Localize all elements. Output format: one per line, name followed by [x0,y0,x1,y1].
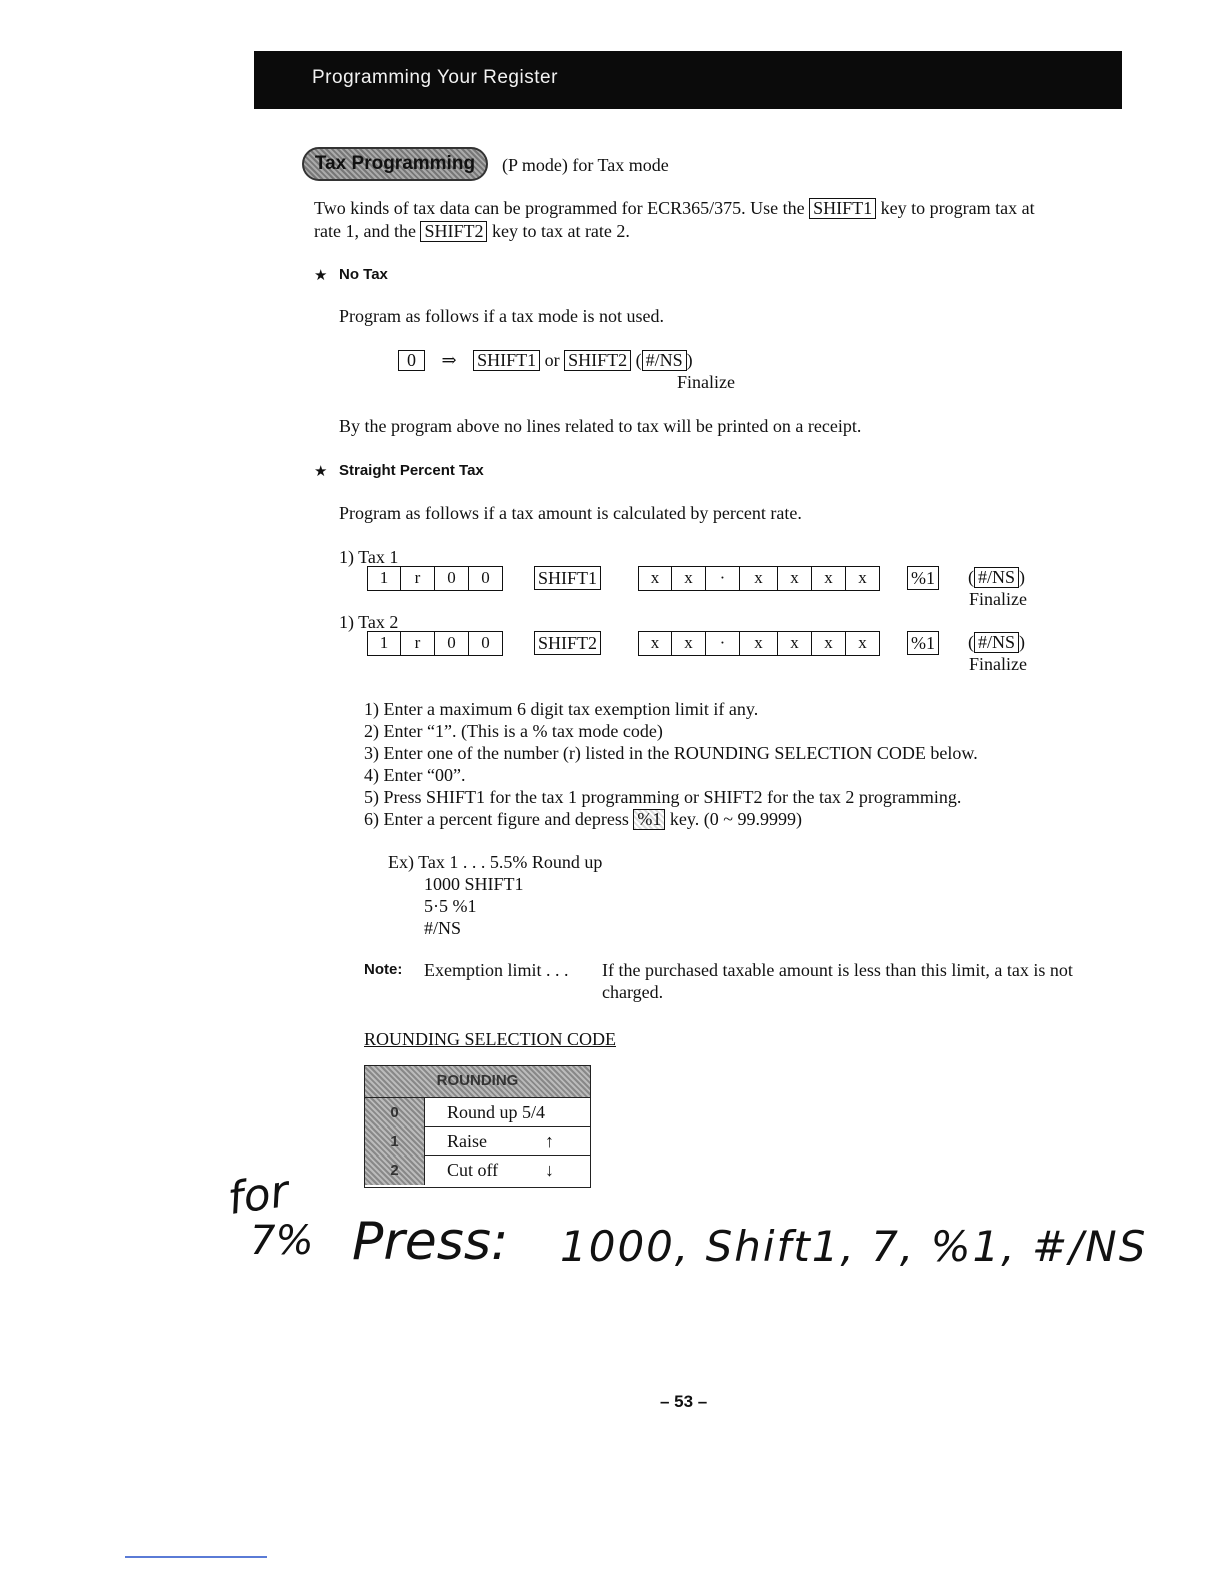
note-label: Note: [364,961,403,978]
section-badge-tax-programming: Tax Programming [302,147,488,181]
rounding-title: ROUNDING SELECTION CODE [364,1029,616,1049]
finalize-label: Finalize [969,589,1027,609]
shift2-key: SHIFT2 [564,350,631,371]
shift2-key: SHIFT2 [534,631,601,655]
rate-cell: x [812,631,846,656]
code-cell: 0 [469,631,503,656]
rounding-code: 2 [365,1156,425,1185]
step-item: 5) Press SHIFT1 for the tax 1 programming or SHIFT2 for the tax 2 programming. [364,787,962,807]
rounding-table [364,1065,591,1188]
rate-cell: · [706,631,740,656]
rounding-row [425,1098,590,1127]
zero-key: 0 [398,350,425,371]
paren-close: ) [686,350,693,370]
finalize-label: Finalize [677,372,735,392]
percent1-key: %1 [907,566,939,590]
rounding-desc: Round up 5/4 [447,1102,546,1122]
step-item: 4) Enter “00”. [364,765,466,785]
intro-line-2 [314,220,630,242]
or-text: or [544,350,560,370]
tax2-rate-cells [638,631,880,656]
rounding-desc: Cut off [447,1160,499,1180]
rate-cell: · [706,566,740,591]
tax1-code-cells [367,566,503,591]
rounding-code: 1 [365,1127,425,1156]
rate-cell: x [846,566,880,591]
no-tax-sequence [398,349,693,371]
step-text: key. (0 ~ 99.9999) [669,809,802,829]
intro-text: Two kinds of tax data can be programmed for ECR365/375. Use the [314,198,805,218]
rate-cell: x [740,566,778,591]
code-cell: 1 [367,566,401,591]
rate-cell: x [778,631,812,656]
no-tax-text: Program as follows if a tax mode is not used. [339,306,664,326]
handwritten-press: Press: [352,1212,509,1272]
intro-text: rate 1, and the [314,221,416,241]
rate-cell: x [778,566,812,591]
percent1-key: %1 [907,631,939,655]
shift2-key: SHIFT2 [420,221,487,242]
handwritten-for: for [224,1166,292,1225]
rate-cell: x [740,631,778,656]
rate-cell: x [812,566,846,591]
tax2-code-cells [367,631,503,656]
arrow-down-icon: ↓ [545,1160,554,1180]
paren-open: ( [968,567,974,587]
handwritten-percent: 7% [250,1218,314,1264]
mode-text: (P mode) for Tax mode [502,155,669,175]
rate-cell: x [672,631,706,656]
rounding-row [425,1127,590,1156]
step-text: 6) Enter a percent figure and depress [364,809,629,829]
note-text: If the purchased taxable amount is less than this limit, a tax is not [602,960,1073,980]
intro-text: key to tax at rate 2. [491,221,630,241]
step-item-6 [364,808,802,830]
paren-close: ) [1019,632,1026,652]
rate-cell: x [638,631,672,656]
code-cell: 1 [367,631,401,656]
code-cell: 0 [435,631,469,656]
shift1-key: SHIFT1 [534,566,601,590]
no-tax-result: By the program above no lines related to tax will be printed on a receipt. [339,416,862,436]
code-cell: r [401,631,435,656]
paren-open: ( [968,632,974,652]
intro-text: key to program tax at [880,198,1035,218]
rate-cell: x [672,566,706,591]
step-item: 3) Enter one of the number (r) listed in the ROUNDING SELECTION CODE below. [364,743,978,763]
rounding-row [425,1156,590,1185]
code-cell: 0 [435,566,469,591]
arrow-icon: ⇒ [441,350,457,370]
paren-close: ) [1019,567,1026,587]
tax2-label: 1) Tax 2 [339,612,399,632]
example-line: #/NS [424,918,462,938]
star-icon: ★ [314,463,328,480]
rate-cell: x [846,631,880,656]
star-icon: ★ [314,267,328,284]
rate-cell: x [638,566,672,591]
heading-straight-percent-tax: Straight Percent Tax [339,462,484,479]
ns-key: #/NS [642,350,687,371]
shift1-key: SHIFT1 [473,350,540,371]
step-item: 1) Enter a maximum 6 digit tax exemption limit if any. [364,699,759,719]
page-header-title: Programming Your Register [312,67,558,88]
code-cell: r [401,566,435,591]
ns-key: #/NS [974,632,1019,653]
tax1-finalize-group [968,566,1025,588]
tax2-finalize-group [968,631,1025,653]
rounding-desc: Raise [447,1131,487,1151]
step-item: 2) Enter “1”. (This is a % tax mode code) [364,721,663,741]
rounding-table-header: ROUNDING [365,1066,590,1098]
ns-key: #/NS [974,567,1019,588]
paren-open: ( [635,350,642,370]
shift1-key: SHIFT1 [809,198,876,219]
percent1-key: %1 [633,809,665,830]
arrow-up-icon: ↑ [545,1131,554,1151]
code-cell: 0 [469,566,503,591]
finalize-label: Finalize [969,654,1027,674]
example-line: 1000 SHIFT1 [424,874,524,894]
straight-tax-text: Program as follows if a tax amount is calculated by percent rate. [339,503,802,523]
tax1-rate-cells [638,566,880,591]
handwritten-sequence: 1000, Shift1, 7, %1, #/NS [560,1222,1148,1271]
page-number: – 53 – [660,1392,708,1411]
example-line: 5·5 %1 [424,896,477,916]
note-text: charged. [602,982,664,1002]
heading-no-tax: No Tax [339,266,388,283]
note-term: Exemption limit . . . [424,960,569,980]
scan-divider [125,1556,267,1558]
header-bar [254,51,1122,109]
rounding-code: 0 [365,1098,425,1127]
tax1-label: 1) Tax 1 [339,547,399,567]
example-line: Ex) Tax 1 . . . 5.5% Round up [388,852,603,872]
intro-line-1 [314,197,1035,219]
